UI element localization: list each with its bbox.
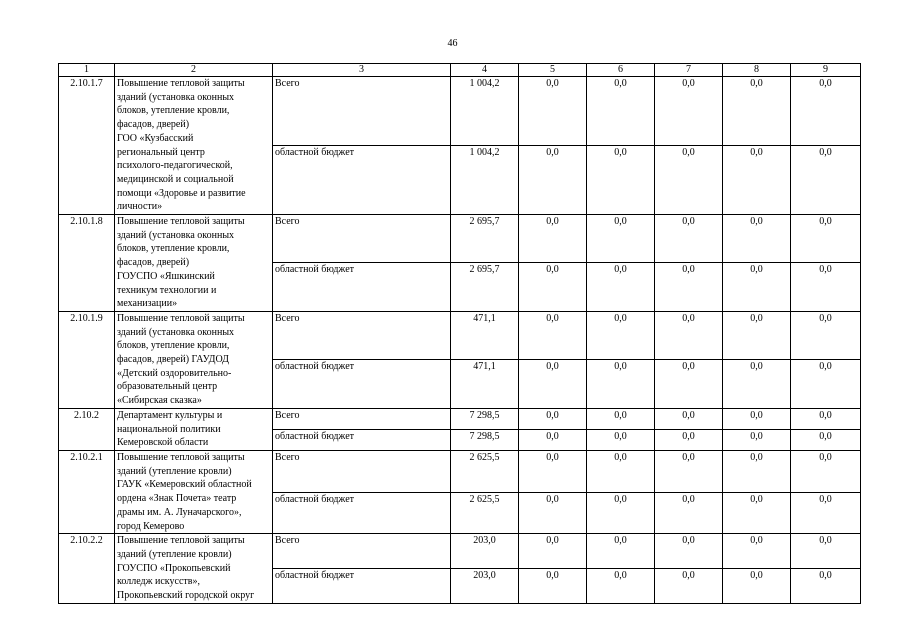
column-header: 1: [59, 64, 115, 77]
value-cell: 0,0: [587, 263, 655, 311]
value-cell: 0,0: [587, 146, 655, 215]
value-cell: 0,0: [723, 146, 791, 215]
funding-source: областной бюджет: [273, 263, 451, 311]
column-header: 5: [519, 64, 587, 77]
value-cell: 0,0: [791, 492, 861, 534]
value-cell: 0,0: [655, 429, 723, 450]
value-cell: 0,0: [519, 360, 587, 408]
item-description: [115, 534, 273, 604]
value-cell: 0,0: [519, 77, 587, 146]
funding-source: областной бюджет: [273, 360, 451, 408]
value-cell: 0,0: [791, 77, 861, 146]
value-cell: 0,0: [655, 146, 723, 215]
value-cell: 0,0: [519, 263, 587, 311]
value-cell: 0,0: [723, 215, 791, 263]
description-line: Повышение тепловой защиты: [117, 216, 245, 228]
description-line: фасадов, дверей): [117, 119, 190, 131]
value-cell: 0,0: [655, 360, 723, 408]
item-description: [115, 311, 273, 408]
value-cell: 471,1: [451, 311, 519, 359]
funding-source: Всего: [273, 311, 451, 359]
value-cell: 0,0: [723, 492, 791, 534]
value-cell: 0,0: [791, 360, 861, 408]
funding-source: областной бюджет: [273, 429, 451, 450]
funding-source: Всего: [273, 450, 451, 492]
budget-table: [58, 63, 861, 604]
table-row: [59, 408, 861, 429]
description-line: город Кемерово: [117, 520, 185, 532]
value-cell: 2 625,5: [451, 492, 519, 534]
description-line: блоков, утепление кровли,: [117, 243, 230, 255]
description-line: техникум технологии и: [117, 284, 217, 296]
description-line: зданий (утепление кровли): [117, 465, 232, 477]
value-cell: 0,0: [791, 311, 861, 359]
value-cell: 0,0: [655, 311, 723, 359]
column-header: 8: [723, 64, 791, 77]
description-line: Прокопьевский городской округ: [117, 590, 255, 602]
item-code: 2.10.2.1: [59, 450, 115, 533]
value-cell: 0,0: [655, 492, 723, 534]
value-cell: 0,0: [519, 450, 587, 492]
value-cell: 0,0: [655, 568, 723, 603]
value-cell: 1 004,2: [451, 146, 519, 215]
description-line: зданий (установка оконных: [117, 229, 235, 241]
funding-source: Всего: [273, 408, 451, 429]
value-cell: 0,0: [519, 429, 587, 450]
description-line: личности»: [117, 201, 163, 213]
value-cell: 0,0: [519, 568, 587, 603]
value-cell: 203,0: [451, 534, 519, 569]
description-line: региональный центр: [117, 146, 205, 158]
value-cell: 0,0: [519, 534, 587, 569]
value-cell: 0,0: [723, 568, 791, 603]
description-line: Повышение тепловой защиты: [117, 78, 245, 89]
value-cell: 0,0: [519, 311, 587, 359]
item-code: 2.10.1.8: [59, 215, 115, 312]
value-cell: 0,0: [791, 146, 861, 215]
description-line: блоков, утепление кровли,: [117, 105, 230, 117]
funding-source: областной бюджет: [273, 492, 451, 534]
value-cell: 0,0: [519, 408, 587, 429]
item-description: [115, 408, 273, 450]
description-line: блоков, утепление кровли,: [117, 340, 230, 352]
description-line: ГОО «Кузбасский: [117, 132, 194, 144]
table-row: [59, 450, 861, 492]
value-cell: 0,0: [723, 450, 791, 492]
funding-source: Всего: [273, 77, 451, 146]
description-line: образовательный центр: [117, 381, 218, 393]
description-line: Повышение тепловой защиты: [117, 535, 245, 547]
value-cell: 0,0: [587, 360, 655, 408]
value-cell: 0,0: [587, 450, 655, 492]
item-description: [115, 215, 273, 312]
description-line: помощи «Здоровье и развитие: [117, 187, 246, 199]
value-cell: 2 695,7: [451, 263, 519, 311]
table-body: [59, 64, 861, 604]
value-cell: 0,0: [655, 77, 723, 146]
description-line: Повышение тепловой защиты: [117, 451, 245, 463]
description-line: драмы им. А. Луначарского»,: [117, 506, 242, 518]
value-cell: 0,0: [723, 408, 791, 429]
column-header: 2: [115, 64, 273, 77]
table-row: [59, 77, 861, 146]
value-cell: 0,0: [791, 215, 861, 263]
value-cell: 0,0: [655, 215, 723, 263]
column-header: 9: [791, 64, 861, 77]
funding-source: областной бюджет: [273, 146, 451, 215]
value-cell: 0,0: [655, 263, 723, 311]
table-row: [59, 311, 861, 359]
value-cell: 0,0: [791, 534, 861, 569]
value-cell: 0,0: [791, 408, 861, 429]
value-cell: 0,0: [519, 492, 587, 534]
description-line: механизации»: [117, 298, 178, 310]
description-line: зданий (утепление кровли): [117, 548, 232, 560]
table-row: [59, 534, 861, 569]
value-cell: 0,0: [655, 450, 723, 492]
description-line: психолого-педагогической,: [117, 160, 233, 172]
item-description: [115, 450, 273, 533]
value-cell: 0,0: [791, 568, 861, 603]
funding-source: областной бюджет: [273, 568, 451, 603]
item-code: 2.10.2.2: [59, 534, 115, 604]
description-line: зданий (установка оконных: [117, 91, 235, 103]
value-cell: 0,0: [587, 215, 655, 263]
value-cell: 0,0: [791, 450, 861, 492]
value-cell: 0,0: [587, 429, 655, 450]
description-line: Кемеровской области: [117, 437, 209, 449]
value-cell: 0,0: [587, 568, 655, 603]
value-cell: 0,0: [723, 263, 791, 311]
description-line: национальной политики: [117, 423, 221, 435]
description-line: медицинской и социальной: [117, 173, 234, 185]
value-cell: 1 004,2: [451, 77, 519, 146]
value-cell: 2 625,5: [451, 450, 519, 492]
value-cell: 7 298,5: [451, 429, 519, 450]
header-row: [59, 64, 861, 77]
description-line: фасадов, дверей) ГАУДОД: [117, 354, 230, 366]
funding-source: Всего: [273, 215, 451, 263]
value-cell: 0,0: [587, 77, 655, 146]
item-code: 2.10.2: [59, 408, 115, 450]
value-cell: 0,0: [587, 408, 655, 429]
description-line: «Сибирская сказка»: [117, 395, 202, 407]
column-header: 3: [273, 64, 451, 77]
value-cell: 0,0: [519, 146, 587, 215]
description-line: ГАУК «Кемеровский областной: [117, 479, 252, 491]
description-line: Повышение тепловой защиты: [117, 312, 245, 324]
value-cell: 0,0: [791, 429, 861, 450]
funding-source: Всего: [273, 534, 451, 569]
column-header: 7: [655, 64, 723, 77]
item-description: [115, 77, 273, 215]
value-cell: 0,0: [587, 311, 655, 359]
value-cell: 0,0: [655, 534, 723, 569]
item-code: 2.10.1.7: [59, 77, 115, 215]
value-cell: 0,0: [723, 429, 791, 450]
value-cell: 0,0: [519, 215, 587, 263]
value-cell: 2 695,7: [451, 215, 519, 263]
value-cell: 0,0: [791, 263, 861, 311]
item-code: 2.10.1.9: [59, 311, 115, 408]
value-cell: 0,0: [723, 77, 791, 146]
page-number: 46: [447, 38, 458, 49]
description-line: колледж искусств»,: [117, 576, 200, 588]
value-cell: 203,0: [451, 568, 519, 603]
description-line: ГОУСПО «Яшкинский: [117, 270, 215, 282]
value-cell: 471,1: [451, 360, 519, 408]
description-line: ГОУСПО «Прокопьевский: [117, 562, 231, 574]
value-cell: 0,0: [587, 534, 655, 569]
column-header: 4: [451, 64, 519, 77]
description-line: фасадов, дверей): [117, 257, 190, 269]
value-cell: 0,0: [587, 492, 655, 534]
description-line: «Детский оздоровительно-: [117, 367, 232, 379]
value-cell: 0,0: [723, 311, 791, 359]
value-cell: 0,0: [723, 360, 791, 408]
value-cell: 0,0: [723, 534, 791, 569]
table-row: [59, 215, 861, 263]
description-line: ордена «Знак Почета» театр: [117, 493, 237, 505]
value-cell: 7 298,5: [451, 408, 519, 429]
column-header: 6: [587, 64, 655, 77]
value-cell: 0,0: [655, 408, 723, 429]
description-line: зданий (установка оконных: [117, 326, 235, 338]
description-line: Департамент культуры и: [117, 409, 223, 421]
